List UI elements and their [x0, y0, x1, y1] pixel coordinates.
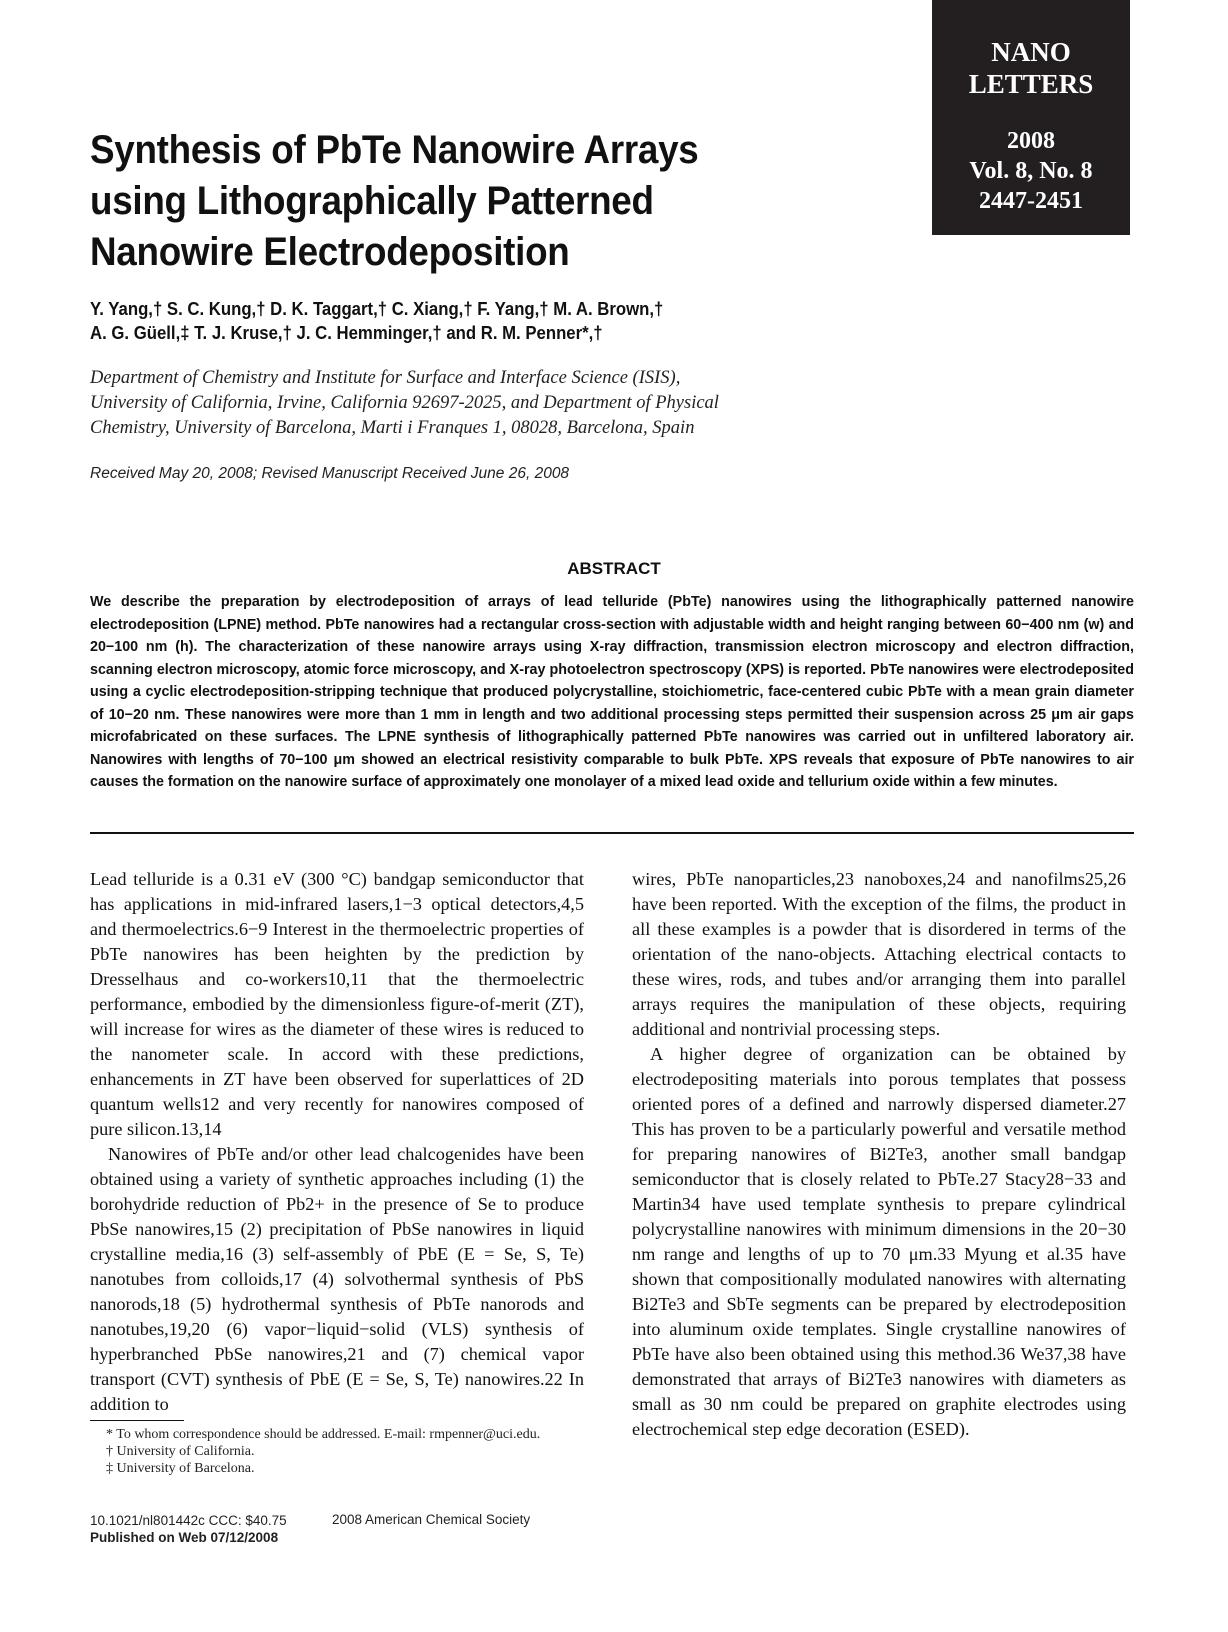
doi-text: 10.1021/nl801442c CCC: $40.75 — [90, 1513, 287, 1528]
authors-line-1: Y. Yang,† S. C. Kung,† D. K. Taggart,† C. Xiang,† F. Yang,† M. A. Brown,† — [90, 299, 664, 319]
authors-line-2: A. G. Güell,‡ T. J. Kruse,† J. C. Hemminger,† and R. M. Penner*,† — [90, 323, 603, 343]
body-paragraph: A higher degree of organization can be obtained by electrodepositing materials into porous templates that possess oriented pores of a defined and narrowly dispersed diameter.27 This has proven to be a particularly powerful and versatile method for preparing nanowires of Bi2Te3, another small bandgap semiconductor that is closely related to PbTe.27 Stacy28−33 and Martin34 have used template synthesis to prepare cylindrical polycrystalline nanowires with minimum dimensions in the 20−30 nm range and lengths of up to 70 μm.33 Myung et al.35 have shown that compositionally modulated nanowires with alternating Bi2Te3 and SbTe segments can be prepared by electrodeposition into aluminum oxide templates. Single crystalline nanowires of PbTe have also been obtained using this method.36 We37,38 have demonstrated that arrays of Bi2Te3 nanowires with diameters as small as 30 nm could be prepared on graphite electrodes using electrochemical step edge decoration (ESED). — [632, 1044, 1126, 1439]
received-dates: Received May 20, 2008; Revised Manuscript Received June 26, 2008 — [90, 465, 570, 482]
affiliation-line-3: Chemistry, University of Barcelona, Marti i Franques 1, 08028, Barcelona, Spain — [90, 418, 695, 438]
affiliation-line-1: Department of Chemistry and Institute for Surface and Interface Science (ISIS), — [90, 368, 681, 388]
journal-pages: 2447-2451 — [979, 188, 1083, 214]
doi-block — [90, 1512, 287, 1546]
published-text: Published on Web 07/12/2008 — [90, 1530, 279, 1545]
journal-year: 2008 — [1007, 128, 1055, 154]
copyright-text: 2008 American Chemical Society — [332, 1512, 531, 1527]
affiliation-line-2: University of California, Irvine, California 92697-2025, and Department of Physical — [90, 393, 719, 413]
footnote-divider — [90, 1420, 184, 1421]
footnotes — [90, 1426, 584, 1477]
abstract-text: We describe the preparation by electrodeposition of arrays of lead telluride (PbTe) nanowires using the lithographically patterned nanowire electrodeposition (LPNE) method. PbTe nanowires had a rectangular cross-section with adjustable width and height ranging between 60−400 nm (w) and 20−100 nm (h). The characterization of these nanowire arrays using X-ray diffraction, transmission electron microscopy and electron diffraction, scanning electron microscopy, atomic force microscopy, and X-ray photoelectron spectroscopy (XPS) is reported. PbTe nanowires were electrodeposited using a cyclic electrodeposition-stripping technique that produced polycrystalline, stoichiometric, face-centered cubic PbTe with a mean grain diameter of 10−20 nm. These nanowires were more than 1 mm in length and two additional processing steps permitted their suspension across 25 μm air gaps microfabricated on these surfaces. The LPNE synthesis of lithographically patterned PbTe nanowires was carried out in unfiltered laboratory air. Nanowires with lengths of 70−100 μm showed an electrical resistivity comparable to bulk PbTe. XPS reveals that exposure of PbTe nanowires to air causes the formation on the nanowire surface of approximately one monolayer of a mixed lead oxide and tellurium oxide within a few minutes. — [90, 594, 1134, 790]
body-column-right — [632, 867, 1126, 1442]
footnote-affiliation-1: † University of California. — [106, 1444, 255, 1459]
body-paragraph: wires, PbTe nanoparticles,23 nanoboxes,24 and nanofilms25,26 have been reported. With the exception of the films, the product in all these examples is a powder that is disordered in terms of the orientation of the nano-objects. Attaching electrical contacts to these wires, rods, and tubes and/or arranging them into parallel arrays requires the manipulation of these objects, requiring additional and nontrivial processing steps. — [632, 869, 1126, 1039]
journal-badge — [932, 0, 1130, 235]
abstract-heading: ABSTRACT — [567, 559, 661, 578]
body-paragraph: Lead telluride is a 0.31 eV (300 °C) bandgap semiconductor that has applications in mid-infrared lasers,1−3 optical detectors,4,5 and thermoelectrics.6−9 Interest in the thermoelectric properties of PbTe nanowires has been heighten by the prediction by Dresselhaus and co-workers10,11 that the thermoelectric performance, embodied by the dimensionless figure-of-merit (ZT), will increase for wires as the diameter of these wires is reduced to the nanometer scale. In accord with these predictions, enhancements in ZT have been observed for superlattices of 2D quantum wells12 and very recently for nanowires composed of pure silicon.13,14 — [90, 869, 584, 1139]
journal-name — [932, 36, 1130, 100]
section-divider — [90, 832, 1134, 834]
journal-issue — [932, 126, 1130, 216]
paper-title — [90, 125, 789, 278]
title-line-1: Synthesis of PbTe Nanowire Arrays — [90, 128, 699, 172]
journal-name-line2: LETTERS — [968, 69, 1094, 99]
affiliations — [90, 366, 850, 441]
footnote-affiliation-2: ‡ University of Barcelona. — [106, 1461, 255, 1476]
body-paragraph: Nanowires of PbTe and/or other lead chalcogenides have been obtained using a variety of synthetic approaches including (1) the borohydride reduction of Pb2+ in the presence of Se to produce PbSe nanowires,15 (2) precipitation of PbSe nanowires in liquid crystalline media,16 (3) self-assembly of PbE (E = Se, S, Te) nanotubes from colloids,17 (4) solvothermal synthesis of PbS nanorods,18 (5) hydrothermal synthesis of PbTe nanorods and nanotubes,19,20 (6) vapor−liquid−solid (VLS) synthesis of hyperbranched PbSe nanowires,21 and (7) chemical vapor transport (CVT) synthesis of PbE (E = Se, S, Te) nanowires.22 In addition to — [90, 1144, 584, 1414]
body-column-left — [90, 867, 584, 1417]
footnote-correspondence: * To whom correspondence should be addressed. E-mail: rmpenner@uci.edu. — [106, 1427, 541, 1442]
journal-name-line1: NANO — [991, 37, 1071, 67]
author-list — [90, 297, 834, 345]
title-line-2: using Lithographically Patterned — [90, 179, 654, 223]
title-line-3: Nanowire Electrodeposition — [90, 230, 570, 274]
published-date — [90, 1529, 287, 1546]
journal-volume: Vol. 8, No. 8 — [969, 158, 1093, 184]
